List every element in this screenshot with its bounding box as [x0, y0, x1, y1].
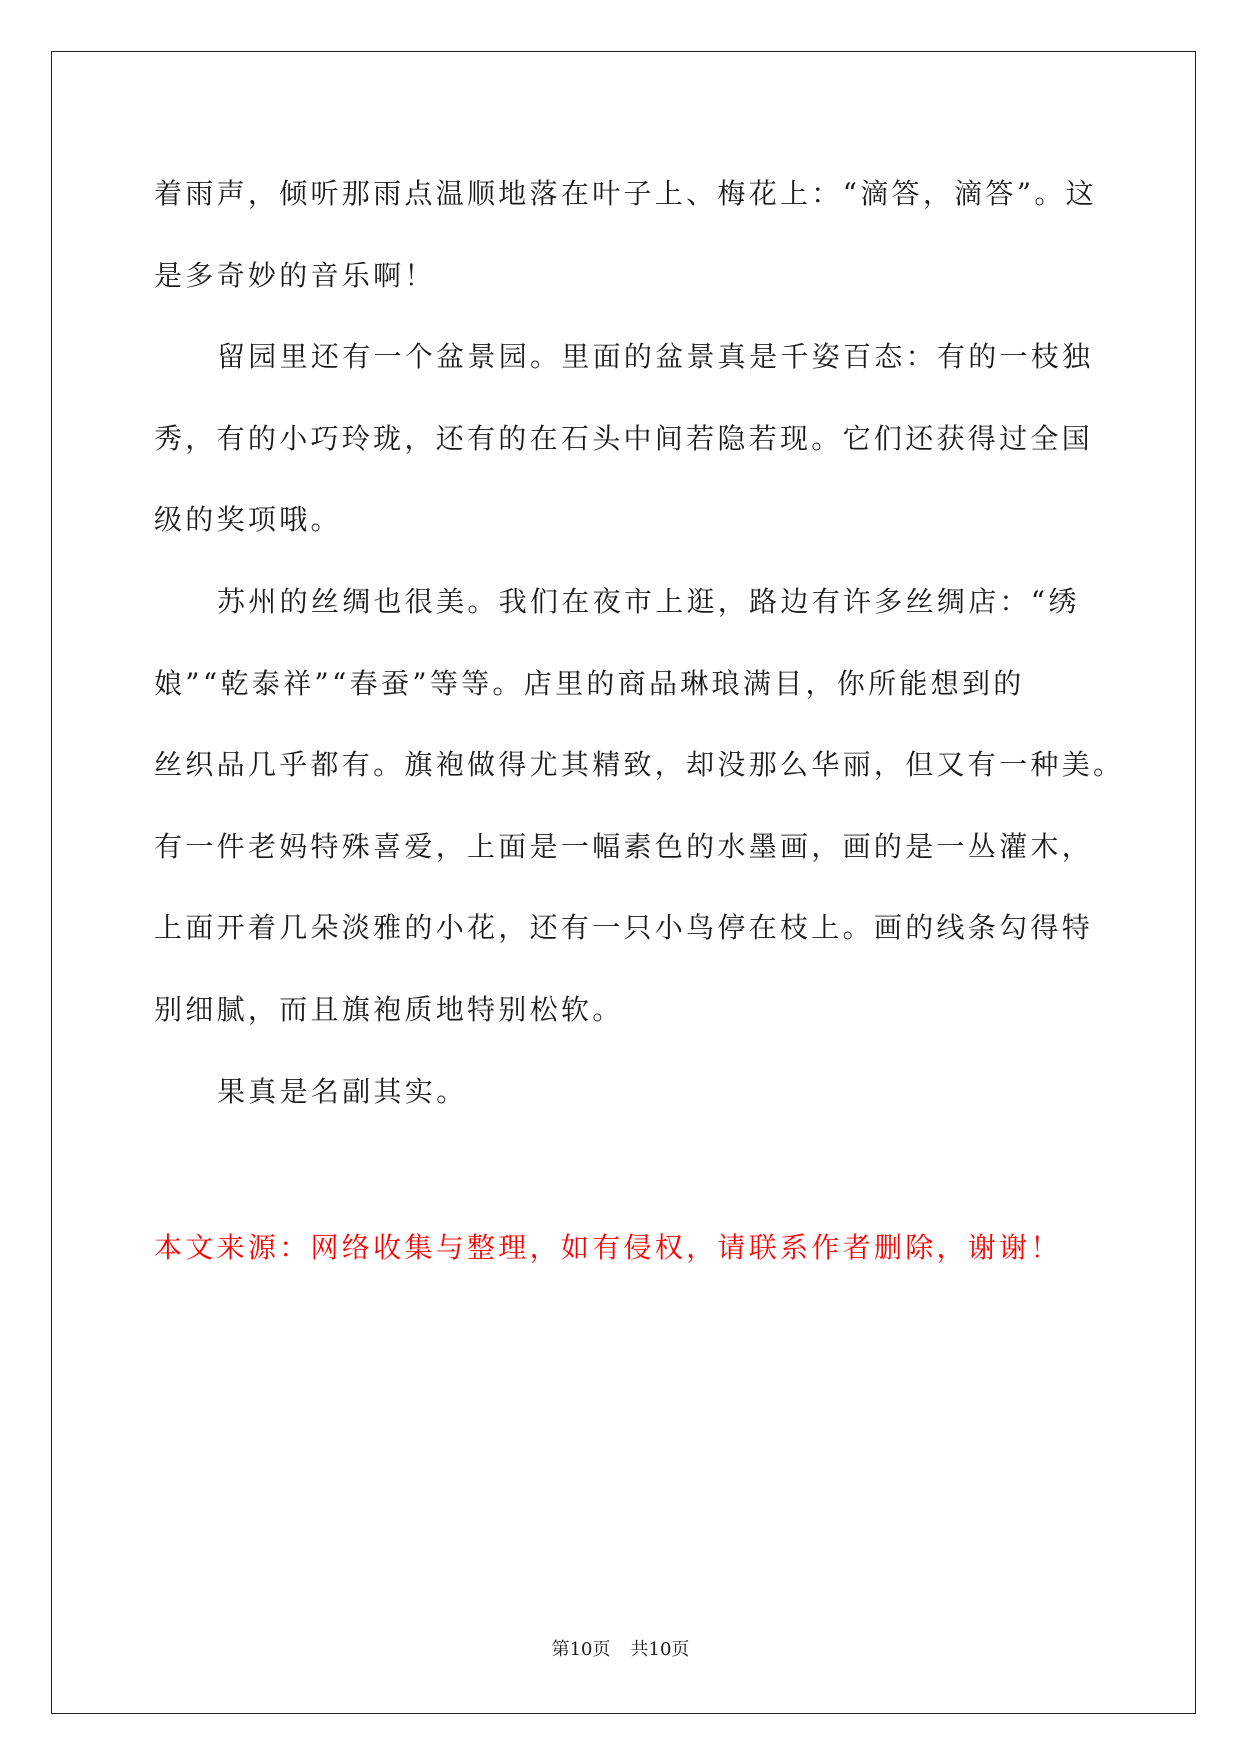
page-number-current: 第10页 — [551, 1639, 611, 1660]
page-number-total: 共10页 — [630, 1639, 690, 1660]
text-line: 有一件老妈特殊喜爱，上面是一幅素色的水墨画，画的是一丛灌木， — [154, 829, 1094, 863]
text-line: 秀，有的小巧玲珑，还有的在石头中间若隐若现。它们还获得过全国 — [154, 421, 1094, 455]
source-notice: 本文来源：网络收集与整理，如有侵权，请联系作者删除，谢谢！ — [154, 1231, 1062, 1264]
paragraph — [154, 316, 1184, 561]
paragraph — [154, 153, 1184, 316]
text-line: 别细腻，而且旗袍质地特别松软。 — [154, 992, 624, 1026]
paragraph — [154, 1051, 1184, 1133]
paragraph — [154, 561, 1184, 1051]
document-body — [154, 153, 1184, 1132]
text-line: 留园里还有一个盆景园。里面的盆景真是千姿百态：有的一枝独 — [217, 340, 1094, 374]
text-line: 是多奇妙的音乐啊！ — [154, 258, 436, 292]
text-line: 娘”“乾泰祥”“春蚕”等等。店里的商品琳琅满目，你所能想到的 — [154, 666, 1025, 700]
text-line: 苏州的丝绸也很美。我们在夜市上逛，路边有许多丝绸店：“绣 — [217, 584, 1080, 618]
text-line: 着雨声，倾听那雨点温顺地落在叶子上、梅花上：“滴答，滴答”。这 — [154, 177, 1097, 210]
text-line: 上面开着几朵淡雅的小花，还有一只小鸟停在枝上。画的线条勾得特 — [154, 911, 1094, 945]
text-line: 级的奖项哦。 — [154, 503, 342, 537]
page-footer — [0, 1638, 1241, 1662]
text-line: 果真是名副其实。 — [217, 1074, 468, 1108]
text-line: 丝织品几乎都有。旗袍做得尤其精致，却没那么华丽，但又有一种美。 — [154, 748, 1125, 782]
